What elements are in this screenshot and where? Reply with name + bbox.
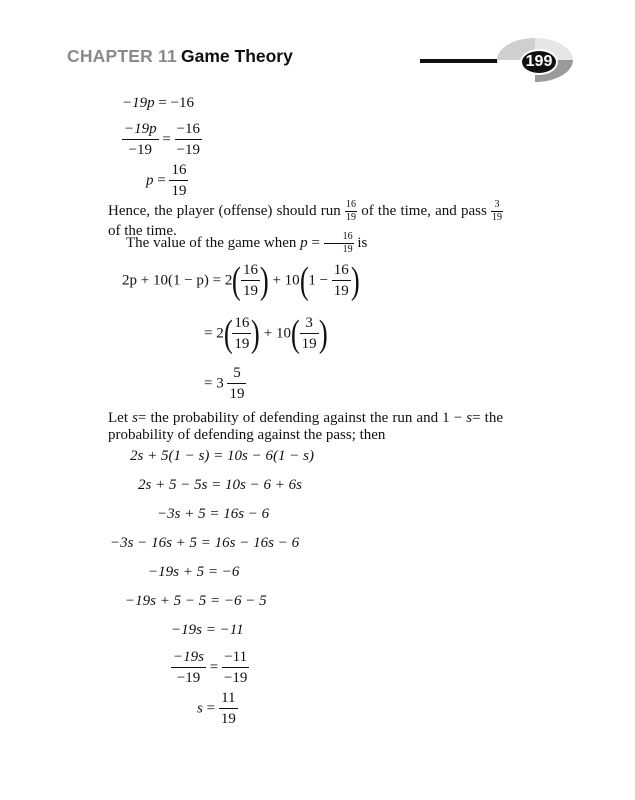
paragraph-strategy: Hence, the player (offense) should run $\frac{16}{19}$ of the time, and pass $\frac{3}{19}$ of the time. <box>108 199 503 239</box>
equation-s-1: 2s + 5(1 − s) = 10s − 6(1 − s) <box>130 448 314 464</box>
equation-p-1: −19p = −16 <box>122 95 195 111</box>
chapter-label: CHAPTER 11 <box>67 46 177 66</box>
value-line-1: 2p + 10(1 − p) = 2( $\frac{16}{19}$ ) + 10(1 − $\frac{16}{19}$ ) <box>122 260 360 302</box>
paragraph-value-intro: The value of the game when p = $\frac{16}{19}$ is <box>126 231 368 255</box>
equation-s-9: s = $\frac{11}{19}$ <box>197 690 236 727</box>
equation-s-3: −3s + 5 = 16s − 6 <box>157 506 270 522</box>
equation-s-2: 2s + 5 − 5s = 10s − 6 + 6s <box>138 477 302 493</box>
value-line-2: = 2( $\frac{16}{19}$ ) + 10( $\frac{3}{19}$ ) <box>204 313 328 355</box>
equation-s-6: −19s + 5 − 5 = −6 − 5 <box>125 593 267 609</box>
equation-s-7: −19s = −11 <box>171 622 244 638</box>
page-number: 199 <box>520 49 558 75</box>
chapter-title: Game Theory <box>181 46 293 66</box>
equation-s-5: −19s + 5 = −6 <box>148 564 240 580</box>
equation-s-4: −3s − 16s + 5 = 16s − 16s − 6 <box>110 535 300 551</box>
equation-s-8: $\frac{-19s}{-19}$ = $\frac{-11}{-19}$ <box>173 649 248 686</box>
equation-p-3: p = $\frac{16}{19}$ <box>146 162 187 199</box>
paragraph-defense: Let s= the probability of defending against the run and 1 − s= the probability of defending against the pass; then <box>108 410 503 443</box>
equation-p-2: $\frac{-19p}{-19}$ = $\frac{-16}{-19}$ <box>124 121 201 158</box>
value-line-3: = 3 $\frac{5}{19}$ <box>204 365 245 402</box>
